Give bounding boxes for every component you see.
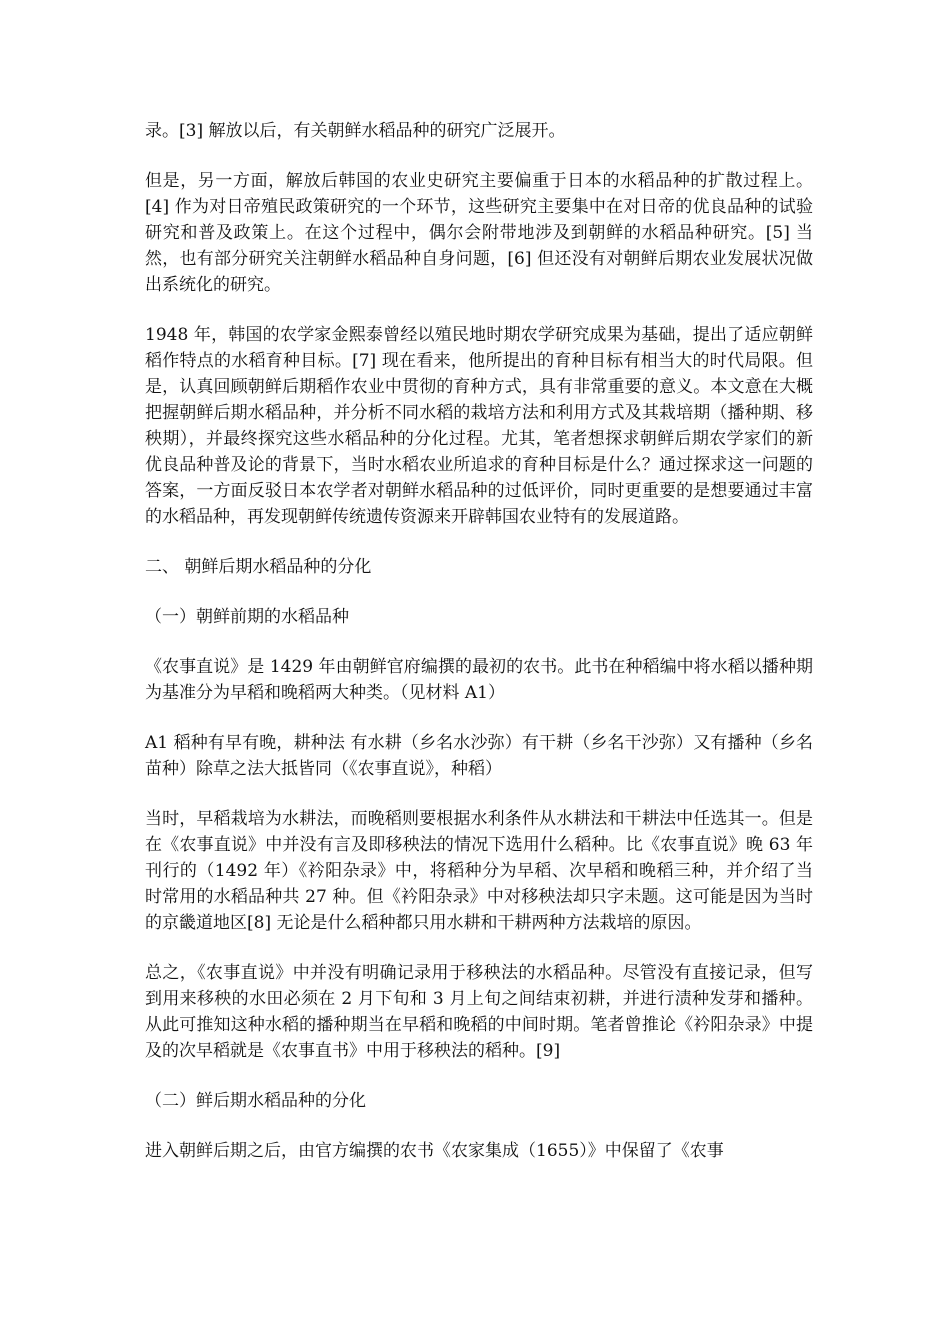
paragraph-late-period: 进入朝鲜后期之后，由官方编撰的农书《农家集成（1655）》中保留了《农事 bbox=[145, 1141, 724, 1161]
paragraph-nongsa-jikseol: 《农事直说》是 1429 年由朝鲜官府编撰的最初的农书。此书在种稻编中将水稻以播种期为基准分为早稻和晚稻两大种类。（见材料 A1） bbox=[145, 657, 813, 703]
section-heading: 二、 朝鲜后期水稻品种的分化 bbox=[145, 557, 372, 577]
subsection-heading-late: （二）鲜后期水稻品种的分化 bbox=[145, 1091, 366, 1111]
document-page bbox=[145, 118, 813, 1188]
paragraph-cultivation-methods: 当时，早稻栽培为水耕法，而晚稻则要根据水利条件从水耕法和干耕法中任选其一。但是在《农事直说》中并没有言及即移秧法的情况下选用什么稻种。比《农事直说》晚 63 年刊行的（1492 年）《衿阳杂录》中，将稻种分为早稻、次早稻和晚稻三种，并介绍了当时常用的水稻品种共 27 种。但《衿阳杂录》中对移秧法却只字未题。这可能是因为当时的京畿道地区[8] 无论是什么稻种都只用水耕和干耕两种方法栽培的原因。 bbox=[145, 809, 813, 933]
paragraph-summary: 总之，《农事直说》中并没有明确记录用于移秧法的水稻品种。尽管没有直接记录，但写到用来移秧的水田必须在 2 月下旬和 3 月上旬之间结束初耕，并进行渍种发芽和播种。从此可推知这种水稻的播种期当在早稻和晚稻的中间时期。笔者曾推论《衿阳杂录》中提及的次早稻就是《农事直书》中用于移秧法的稻种。[9] bbox=[145, 963, 813, 1061]
paragraph-intro-continuation: 录。[3] 解放以后，有关朝鲜水稻品种的研究广泛展开。 bbox=[145, 121, 566, 141]
paragraph-korean-research: 但是，另一方面，解放后韩国的农业史研究主要偏重于日本的水稻品种的扩散过程上。[4] 作为对日帝殖民政策研究的一个环节，这些研究主要集中在对日帝的优良品种的试验研究和普及政策上。在这个过程中，偶尔会附带地涉及到朝鲜的水稻品种研究。[5] 当然，也有部分研究关注朝鲜水稻品种自身问题，[6] 但还没有对朝鲜后期农业发展状况做出系统化的研究。 bbox=[145, 171, 813, 295]
paragraph-1948-breeding-goals: 1948 年，韩国的农学家金熙泰曾经以殖民地时期农学研究成果为基础，提出了适应朝鲜稻作特点的水稻育种目标。[7] 现在看来，他所提出的育种目标有相当大的时代局限。但是，认真回顾朝鲜后期稻作农业中贯彻的育种方式，具有非常重要的意义。本文意在大概把握朝鲜后期水稻品种，并分析不同水稻的栽培方法和利用方式及其栽培期（播种期、移秧期），并最终探究这些水稻品种的分化过程。尤其，笔者想探求朝鲜后期农学家们的新优良品种普及论的背景下，当时水稻农业所追求的育种目标是什么？通过探求这一问题的答案，一方面反驳日本农学者对朝鲜水稻品种的过低评价，同时更重要的是想要通过丰富的水稻品种，再发现朝鲜传统遗传资源来开辟韩国农业特有的发展道路。 bbox=[145, 325, 813, 527]
quote-a1: A1 稻种有早有晚，耕种法 有水耕（乡名水沙弥）有干耕（乡名干沙弥）又有播种（乡名苗种）除草之法大抵皆同（《农事直说》，种稻） bbox=[145, 733, 813, 779]
subsection-heading-early: （一）朝鲜前期的水稻品种 bbox=[145, 607, 349, 627]
